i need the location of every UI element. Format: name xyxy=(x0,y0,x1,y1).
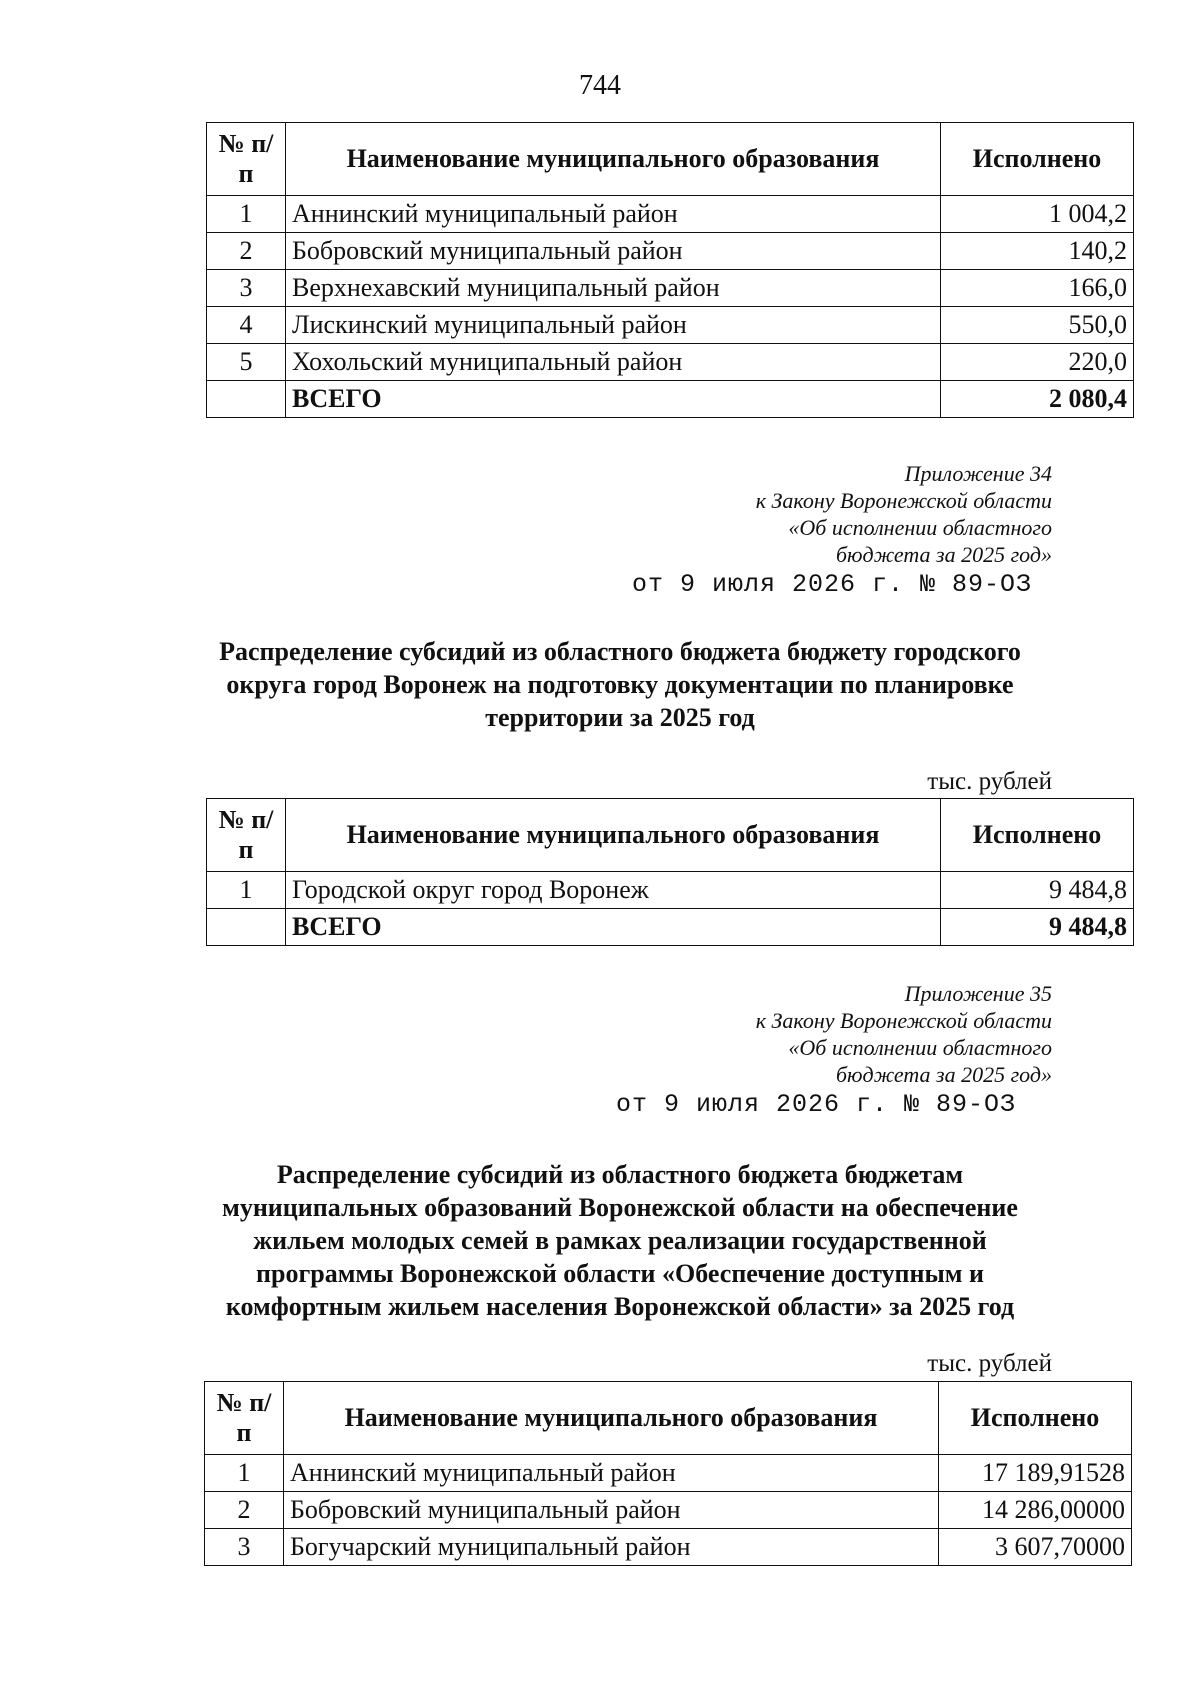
annex-law-line: к Закону Воронежской области xyxy=(755,1008,1052,1033)
table-row xyxy=(205,1529,1132,1566)
row-name: Городской округ город Воронеж xyxy=(286,872,941,909)
header-name: Наименование муниципального образования xyxy=(286,799,941,872)
heading-line: программы Воронежской области «Обеспечение доступным и xyxy=(256,1259,984,1288)
table-header-row xyxy=(207,799,1134,872)
row-name: Бобровский муниципальный район xyxy=(286,233,941,270)
heading-line: территории за 2025 год xyxy=(485,703,755,732)
heading-line: округа город Воронеж на подготовку документации по планировке xyxy=(226,670,1014,699)
annex-law-line: к Закону Воронежской области xyxy=(755,488,1052,513)
table-row xyxy=(205,1455,1132,1492)
annex-title: Приложение 35 xyxy=(904,981,1052,1006)
section-heading-34 xyxy=(190,635,1050,734)
row-value: 17 189,91528 xyxy=(939,1455,1132,1492)
row-name: Верхнехавский муниципальный район xyxy=(286,270,941,307)
table-row xyxy=(207,233,1134,270)
table-header-row xyxy=(207,123,1134,196)
total-value: 9 484,8 xyxy=(941,909,1134,946)
annex-law-name-2: бюджета за 2025 год» xyxy=(835,542,1052,567)
row-num: 1 xyxy=(207,196,286,233)
annex-law-name-1: «Об исполнении областного xyxy=(788,1035,1052,1060)
law-date-stamp: от 9 июля 2026 г. № 89-ОЗ xyxy=(631,570,1032,599)
total-label: ВСЕГО xyxy=(286,909,941,946)
table-row xyxy=(207,344,1134,381)
header-num: № п/п xyxy=(207,123,286,196)
table-row xyxy=(207,270,1134,307)
header-num: № п/п xyxy=(207,799,286,872)
table-2 xyxy=(206,798,1134,946)
row-num: 4 xyxy=(207,307,286,344)
annex-34 xyxy=(756,460,1052,568)
row-num: 2 xyxy=(207,233,286,270)
total-label: ВСЕГО xyxy=(286,381,941,418)
header-value: Исполнено xyxy=(941,123,1134,196)
total-row xyxy=(207,381,1134,418)
header-num: № п/п xyxy=(205,1382,284,1455)
annex-35 xyxy=(756,980,1052,1088)
row-name: Лискинский муниципальный район xyxy=(286,307,941,344)
row-name: Богучарский муниципальный район xyxy=(284,1529,939,1566)
unit-label: тыс. рублей xyxy=(927,768,1052,795)
row-value: 550,0 xyxy=(941,307,1134,344)
table-header-row xyxy=(205,1382,1132,1455)
table-row xyxy=(207,307,1134,344)
row-value: 220,0 xyxy=(941,344,1134,381)
heading-line: жильем молодых семей в рамках реализации государственной xyxy=(253,1226,987,1255)
row-num: 3 xyxy=(205,1529,284,1566)
total-value: 2 080,4 xyxy=(941,381,1134,418)
table-1 xyxy=(206,122,1134,418)
total-num-cell xyxy=(207,381,286,418)
heading-line: комфортным жильем населения Воронежской области» за 2025 год xyxy=(225,1292,1015,1321)
header-name: Наименование муниципального образования xyxy=(284,1382,939,1455)
heading-line: Распределение субсидий из областного бюджета бюджету городского xyxy=(219,637,1021,666)
row-num: 2 xyxy=(205,1492,284,1529)
annex-law-name-2: бюджета за 2025 год» xyxy=(835,1062,1052,1087)
table-row xyxy=(207,872,1134,909)
row-name: Аннинский муниципальный район xyxy=(286,196,941,233)
row-value: 3 607,70000 xyxy=(939,1529,1132,1566)
total-num-cell xyxy=(207,909,286,946)
row-num: 3 xyxy=(207,270,286,307)
heading-line: Распределение субсидий из областного бюджета бюджетам xyxy=(276,1160,964,1189)
row-name: Хохольский муниципальный район xyxy=(286,344,941,381)
table-row xyxy=(205,1492,1132,1529)
unit-label: тыс. рублей xyxy=(927,1350,1052,1377)
header-value: Исполнено xyxy=(939,1382,1132,1455)
annex-title: Приложение 34 xyxy=(904,461,1052,486)
row-name: Аннинский муниципальный район xyxy=(284,1455,939,1492)
row-value: 1 004,2 xyxy=(941,196,1134,233)
law-date-stamp: от 9 июля 2026 г. № 89-ОЗ xyxy=(615,1090,1016,1119)
row-num: 5 xyxy=(207,344,286,381)
row-value: 166,0 xyxy=(941,270,1134,307)
header-name: Наименование муниципального образования xyxy=(286,123,941,196)
total-row xyxy=(207,909,1134,946)
row-value: 9 484,8 xyxy=(941,872,1134,909)
heading-line: муниципальных образований Воронежской области на обеспечение xyxy=(222,1193,1018,1222)
table-row xyxy=(207,196,1134,233)
row-num: 1 xyxy=(207,872,286,909)
section-heading-35 xyxy=(190,1158,1050,1323)
table-3 xyxy=(204,1381,1132,1566)
annex-law-name-1: «Об исполнении областного xyxy=(788,515,1052,540)
row-value: 140,2 xyxy=(941,233,1134,270)
page-number: 744 xyxy=(579,70,621,101)
row-num: 1 xyxy=(205,1455,284,1492)
header-value: Исполнено xyxy=(941,799,1134,872)
row-name: Бобровский муниципальный район xyxy=(284,1492,939,1529)
row-value: 14 286,00000 xyxy=(939,1492,1132,1529)
